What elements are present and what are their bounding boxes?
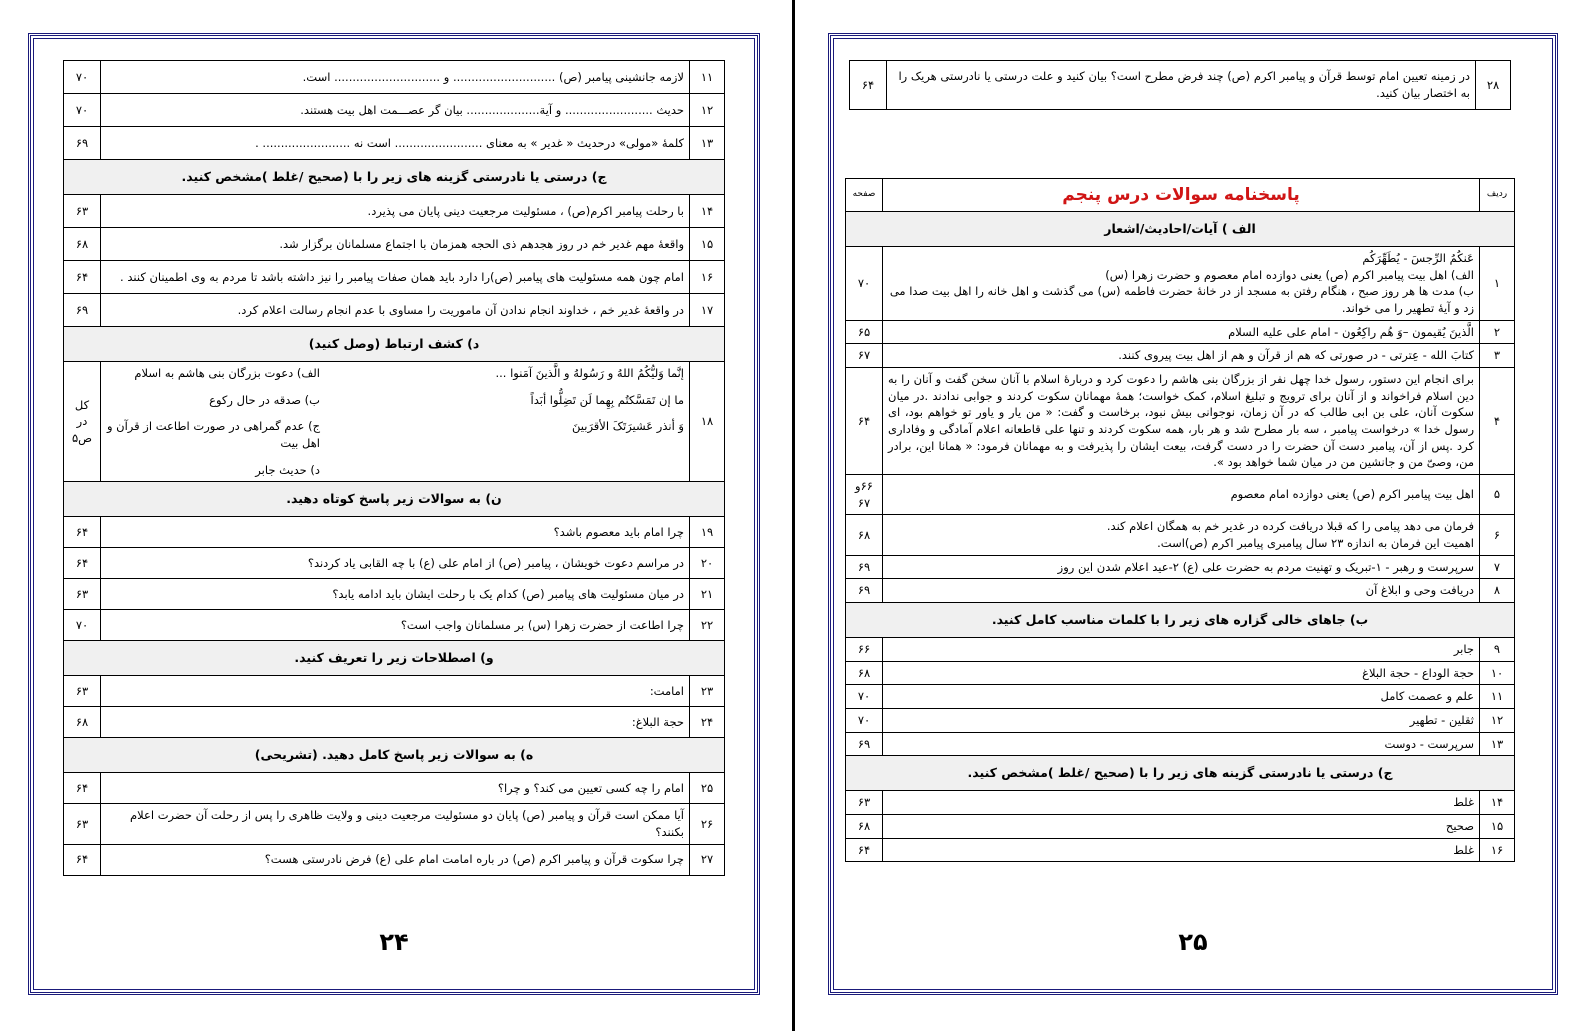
- row-number: ۲۳: [690, 676, 725, 707]
- question-text: حدیث ........................ و آیة.................... بیان گر عصـــمت اهل بیت هستند.: [101, 94, 690, 127]
- page-ref: ۶۵: [846, 320, 883, 344]
- row-number: ۱۲: [690, 94, 725, 127]
- table-row: [846, 320, 1515, 344]
- matching-row: [64, 362, 725, 482]
- row-number: ۱۶: [1480, 838, 1515, 862]
- table-row: [846, 815, 1515, 839]
- row-number: ۲۷: [690, 844, 725, 875]
- table-row: [64, 294, 725, 327]
- questions-table: [63, 60, 725, 876]
- page-ref: ۶۹: [64, 127, 101, 160]
- page-ref: ۷۰: [846, 709, 883, 733]
- page-ref: ۶۷: [846, 344, 883, 368]
- page-ref: ۶۴: [64, 548, 101, 579]
- question-text: غلط: [883, 838, 1480, 862]
- row-number: ۱۳: [690, 127, 725, 160]
- table-row: [64, 61, 725, 94]
- answer-text: [883, 344, 1480, 368]
- section-title: ج) درستی یا نادرستی گزینه های زیر را با (صحیح /غلط )مشخص کنید.: [64, 160, 725, 195]
- page-ref: ۶۹: [64, 294, 101, 327]
- question-28-table: [849, 60, 1511, 110]
- row-number: ۱۴: [1480, 791, 1515, 815]
- table-row: [846, 344, 1515, 368]
- book-spine: [792, 0, 795, 1031]
- matching-right-item: إنَّما وَلیُّکُمُ اللهُ و رَسُولهُ و الَّذینَ آمَنوا ...: [495, 366, 684, 380]
- page-ref: ۶۴: [846, 368, 883, 475]
- question-text: در مراسم دعوت خویشان ، پیامبر (ص) از امام علی (ع) با چه القابی یاد کردند؟: [101, 548, 690, 579]
- answer-line: کتابَ الله - عِترتی - در صورتی که هم از قرآن و هم از اهل بیت پیروی کنند.: [1118, 348, 1474, 363]
- section-title: ن) به سوالات زیر پاسخ کوتاه دهید.: [64, 482, 725, 517]
- table-row: [64, 94, 725, 127]
- page-ref: ۶۴: [64, 844, 101, 875]
- page-ref: ۷۰: [846, 247, 883, 321]
- page-ref: ۶۴: [64, 773, 101, 804]
- page-ref: ۶۹: [846, 579, 883, 603]
- section-title: د) کشف ارتباط (وصل کنید): [64, 327, 725, 362]
- page-ref: ۶۸: [64, 707, 101, 738]
- table-row: [846, 709, 1515, 733]
- row-number: ۲۰: [690, 548, 725, 579]
- table-row: [64, 773, 725, 804]
- section-header: [64, 327, 725, 362]
- section-header: [846, 603, 1515, 638]
- row-number: ۶: [1480, 515, 1515, 555]
- question-text: چرا امام باید معصوم باشد؟: [101, 517, 690, 548]
- matching-right-item: ما إن تَمَسَّکتُم بِهِما لَن تَضِلُّوا أبَداً: [530, 392, 684, 407]
- question-text: حجة الوداع - حجة البلاغ: [883, 661, 1480, 685]
- question-text: غلط: [883, 791, 1480, 815]
- answer-line: الَّذینَ یُقیمون –وَ هُم راکِعُون - امام علی علیه السلام: [1228, 324, 1474, 339]
- question-text: لازمه جانشینی پیامبر (ص) ............................ و ............................. است.: [101, 61, 690, 94]
- row-number: ۱۱: [690, 61, 725, 94]
- table-row: [846, 515, 1515, 555]
- question-text: جابر: [883, 638, 1480, 662]
- row-number: ۱۰: [1480, 661, 1515, 685]
- page-ref: ۶۶و ۶۷: [846, 475, 883, 515]
- table-row: [846, 661, 1515, 685]
- section-title: ج) درستی یا نادرستی گزینه های زیر را با (صحیح /غلط )مشخص کنید.: [846, 756, 1515, 791]
- section-title: ه) به سوالات زیر پاسخ کامل دهید. (تشریحی): [64, 738, 725, 773]
- answer-line: برای انجام این دستور، رسول خدا چهل نفر از بزرگان بنی هاشم را دعوت کرد و دربارهٔ اسلام با آنان سخن گفت و آنان را به دین اسلام فراخواند و از آنان برای ترویج و تبلیغ اسلام، کمک خواست؛ همهٔ مهمانان سکوت کردند و جوابی ندادند .در میان سکوت آنان، علی بن ابی طالب که در آن زمان، نوجوانی بیش نبود، برخاست و گفت: « من یار و یاور تو خواهم بود، ای رسول خدا » درخواست پیامبر ، سه بار مطرح شد و هر بار، همه سکوت کردند و تنها علی قاطعانه اعلام آمادگی و وفاداری کرد .پس از آن، پیامبر دست آن حضرت را در دست گرفت، بیعت ایشان را پذیرفت و به مهمانان فرمود: « همانا این، برادر من، وصیّ من و جانشین من در میان شما خواهد بود ».: [888, 372, 1474, 470]
- table-row: [846, 732, 1515, 756]
- question-text: سرپرست - دوست: [883, 732, 1480, 756]
- row-number: ۸: [1480, 579, 1515, 603]
- page-ref: ۶۹: [846, 555, 883, 579]
- score-note: [64, 362, 101, 482]
- question-text: در واقعهٔ غدیر خم ، خداوند انجام ندادن آن ماموریت را مساوی با عدم انجام رسالت اعلام کرد.: [101, 294, 690, 327]
- answer-key-title: پاسخنامه سوالات درس پنجم: [883, 179, 1480, 212]
- question-text: چرا سکوت قرآن و پیامبر اکرم (ص) در باره امامت امام علی (ع) فرض نادرستی هست؟: [101, 844, 690, 875]
- table-row: [64, 804, 725, 844]
- row-number: ۲۸: [1476, 61, 1511, 110]
- table-row: [846, 638, 1515, 662]
- row-number: ۱۸: [690, 362, 725, 482]
- page-ref: ۶۸: [846, 515, 883, 555]
- section-header: [64, 641, 725, 676]
- row-number: ۱۹: [690, 517, 725, 548]
- page-number: ۲۵: [1178, 928, 1208, 956]
- table-row: [64, 610, 725, 641]
- page-ref: ۶۳: [846, 791, 883, 815]
- table-row: [846, 555, 1515, 579]
- row-number: ۵: [1480, 475, 1515, 515]
- answer-text: [883, 320, 1480, 344]
- answer-text: [883, 515, 1480, 555]
- answer-text: [883, 368, 1480, 475]
- page-ref: ۶۳: [64, 579, 101, 610]
- page-ref: ۶۶: [846, 638, 883, 662]
- section-header: [846, 756, 1515, 791]
- score-note-line: کل: [74, 397, 90, 412]
- question-text: در میان مسئولیت های پیامبر (ص) کدام یک با رحلت ایشان باید ادامه یابد؟: [101, 579, 690, 610]
- answer-line: عَنکُمُ الرِّجسَ - یُطَهِّرَکُم: [1362, 251, 1474, 265]
- section-header: [846, 212, 1515, 247]
- right-page: [828, 33, 1558, 995]
- question-text: آیا ممکن است قرآن و پیامبر (ص) پایان دو مسئولیت مرجعیت دینی و ولایت ظاهری را پس از رحلت آن حضرت اعلام بکنند؟: [101, 804, 690, 844]
- table-row: [846, 368, 1515, 475]
- question-text: علم و عصمت کامل: [883, 685, 1480, 709]
- question-text: چرا اطاعت از حضرت زهرا (س) بر مسلمانان واجب است؟: [101, 610, 690, 641]
- row-number: ۲۵: [690, 773, 725, 804]
- section-header: [64, 160, 725, 195]
- page-ref: ۶۸: [846, 661, 883, 685]
- table-row: [846, 685, 1515, 709]
- answer-key-table: [845, 178, 1515, 862]
- section-header: [64, 738, 725, 773]
- answer-line: دریافت وحی و ابلاغ آن: [1365, 583, 1474, 598]
- page-ref: ۶۴: [64, 517, 101, 548]
- page-ref: ۶۸: [846, 815, 883, 839]
- answer-line: ب) مدت ها هر روز صبح ، هنگام رفتن به مسجد از در خانهٔ حضرت فاطمه (س) می گذشت و اهل خانه را اهل بیت صدا می زد و آیهٔ تطهیر را می خواند.: [889, 284, 1474, 316]
- row-number: ۲۱: [690, 579, 725, 610]
- page-ref: ۶۴: [64, 261, 101, 294]
- matching-left-item: الف) دعوت بزرگان بنی هاشم به اسلام: [134, 366, 320, 380]
- page-ref: ۶۳: [64, 195, 101, 228]
- page-ref: ۶۹: [846, 732, 883, 756]
- question-text: با رحلت پیامبر اکرم(ص) ، مسئولیت مرجعیت دینی پایان می پذیرد.: [101, 195, 690, 228]
- table-row: [846, 791, 1515, 815]
- row-number: ۲: [1480, 320, 1515, 344]
- row-number: ۱۵: [690, 228, 725, 261]
- answer-line: اهمیت این فرمان به اندازه ۲۳ سال پیامبری پیامبر اکرم (ص)است.: [1157, 536, 1474, 551]
- row-number: ۹: [1480, 638, 1515, 662]
- row-number: ۴: [1480, 368, 1515, 475]
- section-header: [64, 482, 725, 517]
- row-number: ۷: [1480, 555, 1515, 579]
- answer-line: اهل بیت پیامبر اکرم (ص) یعنی دوازده امام معصوم: [1230, 487, 1474, 502]
- row-number: ۱۵: [1480, 815, 1515, 839]
- answer-line: سرپرست و رهبر - ۱-تبریک و تهنیت مردم به حضرت علی (ع) ۲-عید اعلام شدن این روز: [1057, 559, 1474, 574]
- table-row: [846, 475, 1515, 515]
- row-number: ۱۱: [1480, 685, 1515, 709]
- score-note-line: ص۵: [71, 431, 93, 446]
- page-ref: ۷۰: [64, 61, 101, 94]
- section-title: و) اصطلاحات زیر را تعریف کنید.: [64, 641, 725, 676]
- page-ref: ۶۴: [846, 838, 883, 862]
- table-row: [846, 838, 1515, 862]
- row-number: ۱۴: [690, 195, 725, 228]
- answer-text: [883, 247, 1480, 321]
- row-number: ۱۶: [690, 261, 725, 294]
- matching-left-item: ج) عدم گمراهی در صورت اطاعت از قرآن و اهل بیت: [106, 419, 320, 451]
- page-ref: ۶۳: [64, 804, 101, 844]
- table-row: [64, 261, 725, 294]
- question-text: امام را چه کسی تعیین می کند؟ و چرا؟: [101, 773, 690, 804]
- matching-left-item: د) حدیث جابر: [255, 462, 320, 477]
- page-ref: ۶۸: [64, 228, 101, 261]
- matching-right-item: وَ أنذر عَشیرَتَکَ الأقرَبینَ: [572, 419, 684, 434]
- row-number: ۱۷: [690, 294, 725, 327]
- question-text: امام چون همه مسئولیت های پیامبر (ص)را دارد باید همان صفات پیامبر را نیز داشته باشد تا مردم به وی اطمینان کنند .: [101, 261, 690, 294]
- answer-text: [883, 475, 1480, 515]
- question-text: امامت:: [101, 676, 690, 707]
- row-number: ۲۶: [690, 804, 725, 844]
- page-ref: ۷۰: [64, 94, 101, 127]
- table-row: [64, 548, 725, 579]
- row-number: ۱۲: [1480, 709, 1515, 733]
- score-note-line: در: [76, 414, 88, 429]
- table-row: [64, 517, 725, 548]
- answer-text: [883, 555, 1480, 579]
- row-number: ۲۴: [690, 707, 725, 738]
- row-number: ۱۳: [1480, 732, 1515, 756]
- page-ref: ۷۰: [64, 610, 101, 641]
- table-row: [64, 127, 725, 160]
- question-text: صحیح: [883, 815, 1480, 839]
- column-header-row: ردیف: [1480, 179, 1515, 212]
- question-text: واقعهٔ مهم غدیر خم در روز هجدهم ذی الحجه همزمان با اجتماع مسلمانان برگزار شد.: [101, 228, 690, 261]
- table-row: [64, 707, 725, 738]
- matching-items: [101, 362, 690, 482]
- answer-line: فرمان می دهد پیامی را که قبلا دریافت کرده در غدیر خم به همگان اعلام کند.: [1106, 519, 1474, 534]
- page-ref: ۷۰: [846, 685, 883, 709]
- answer-line: الف) اهل بیت پیامبر اکرم (ص) یعنی دوازده امام معصوم و حضرت زهرا (س): [1105, 267, 1474, 282]
- left-page: [28, 33, 760, 995]
- question-text: حجة البلاغ:: [101, 707, 690, 738]
- table-row: [846, 247, 1515, 321]
- section-title: ب) جاهای خالی گزاره های زیر را با کلمات مناسب کامل کنید.: [846, 603, 1515, 638]
- row-number: ۲۲: [690, 610, 725, 641]
- page-number: ۲۴: [379, 928, 409, 956]
- column-header-page: صفحه: [846, 179, 883, 212]
- matching-right-item: [400, 462, 684, 479]
- matching-left-item: ب) صدقه در حال رکوع: [209, 392, 320, 407]
- table-row: [64, 228, 725, 261]
- question-text: کلمهٔ «مولی» درحدیث « غدیر » به معنای ........................ است نه ........................ .: [101, 127, 690, 160]
- table-row: [64, 195, 725, 228]
- answer-text: [883, 579, 1480, 603]
- table-row: [64, 844, 725, 875]
- row-number: ۳: [1480, 344, 1515, 368]
- row-number: ۱: [1480, 247, 1515, 321]
- table-row: [64, 676, 725, 707]
- question-text: ثقلین - تطهیر: [883, 709, 1480, 733]
- question-text: در زمینه تعیین امام توسط قرآن و پیامبر اکرم (ص) چند فرض مطرح است؟ بیان کنید و علت درستی یا نادرستی هریک را به اختصار بیان کنید.: [887, 61, 1476, 110]
- page-ref: ۶۳: [64, 676, 101, 707]
- table-row: [64, 579, 725, 610]
- page-ref: ۶۴: [850, 61, 887, 110]
- section-title: الف ) آیات/احادیث/اشعار: [846, 212, 1515, 247]
- table-row: [846, 579, 1515, 603]
